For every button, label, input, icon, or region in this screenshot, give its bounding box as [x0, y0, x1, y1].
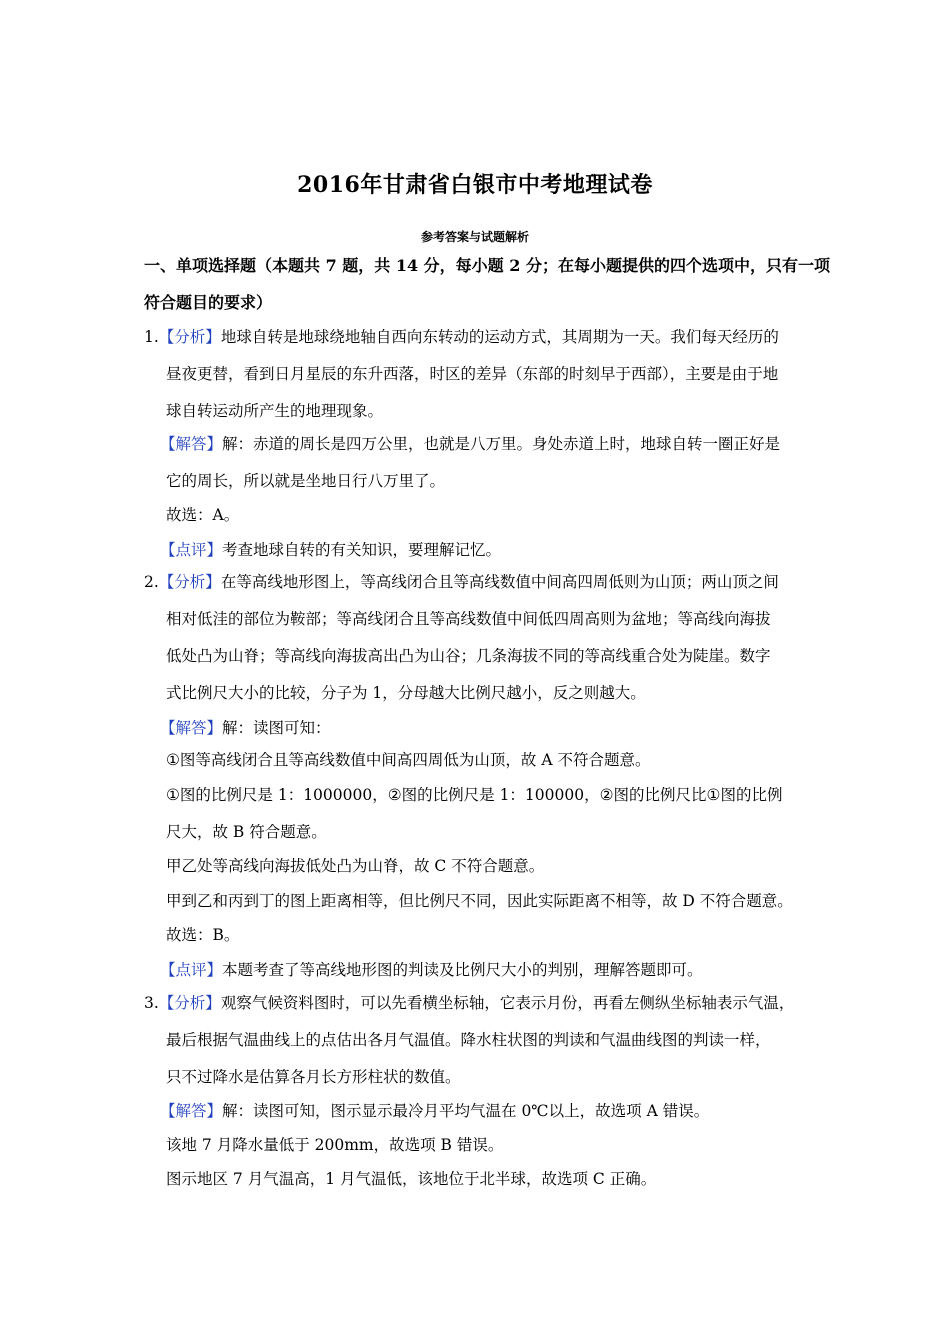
answer-tag: 【解答】: [160, 719, 223, 737]
circled-1-glyph: ①: [166, 786, 180, 804]
section-heading-line-2: 符合题目的要求）: [144, 293, 273, 312]
analysis-tag: 【分析】: [158, 994, 221, 1012]
q2-option-b-text-3: 图的比例尺比: [613, 786, 707, 804]
q2-choice: 故选：B。: [166, 926, 240, 944]
q2-comment-line: [160, 960, 703, 980]
q1-answer-line-2: 它的周长，所以就是坐地日行八万里了。: [166, 472, 446, 490]
q1-answer-text-1: 解：赤道的周长是四万公里，也就是八万里。身处赤道上时，地球自转一圈正好是: [222, 435, 781, 453]
q1-number: 1.: [144, 328, 159, 346]
document-title: 2016年甘肃省白银市中考地理试卷: [297, 172, 653, 198]
q1-choice: 故选：A。: [166, 506, 240, 524]
q2-analysis-line-2: 相对低洼的部位为鞍部；等高线闭合且等高线数值中间低四周高则为盆地；等高线向海拔: [166, 610, 771, 628]
q3-number: 3.: [144, 994, 159, 1012]
q3-answer-line-3: 图示地区 7 月气温高，1 月气温低，该地位于北半球，故选项 C 正确。: [166, 1170, 657, 1188]
answer-tag: 【解答】: [160, 435, 223, 453]
document-subtitle: 参考答案与试题解析: [420, 230, 529, 244]
q3-answer-text-1: 解：读图可知，图示显示最冷月平均气温在 0℃以上，故选项 A 错误。: [222, 1102, 710, 1120]
circled-1-glyph: ①: [166, 751, 180, 769]
q2-option-b-text-1: 图的比例尺是 1：1000000，: [179, 786, 388, 804]
circled-2-glyph: ②: [599, 786, 614, 804]
q2-answer-line-1: [160, 718, 331, 738]
circled-2-glyph: ②: [387, 786, 402, 804]
analysis-tag: 【分析】: [158, 573, 221, 591]
q2-analysis-line-4: 式比例尺大小的比较，分子为 1，分母越大比例尺越小，反之则越大。: [166, 684, 646, 702]
q2-option-a-line: [166, 750, 650, 770]
q1-analysis-text-1: 地球自转是地球绕地轴自西向东转动的运动方式，其周期为一天。我们每天经历的: [220, 328, 779, 346]
q2-analysis-line-3: 低处凸为山脊；等高线向海拔高出凸为山谷；几条海拔不同的等高线重合处为陡崖。数字: [166, 647, 771, 665]
q2-option-b-line-2: 尺大，故 B 符合题意。: [166, 823, 327, 841]
circled-1-glyph: ①: [706, 786, 721, 804]
q2-option-b-text-2: 图的比例尺是 1：100000，: [401, 786, 600, 804]
q3-analysis-line-1: [144, 993, 794, 1013]
q2-option-a-text: 图等高线闭合且等高线数值中间高四周低为山顶，故 A 不符合题意。: [179, 751, 651, 769]
analysis-tag: 【分析】: [158, 328, 221, 346]
q1-comment-line: [160, 540, 501, 560]
q2-option-b-line: [166, 785, 782, 805]
q2-analysis-text-1: 在等高线地形图上，等高线闭合且等高线数值中间高四周低则为山顶；两山顶之间: [220, 573, 779, 591]
comment-tag: 【点评】: [160, 961, 223, 979]
comment-tag: 【点评】: [160, 541, 223, 559]
q2-answer-text-1: 解：读图可知：: [222, 719, 331, 737]
q2-option-d-line: 甲到乙和丙到丁的图上距离相等，但比例尺不同，因此实际距离不相等，故 D 不符合题意。: [166, 892, 793, 910]
q3-analysis-text-1: 观察气候资料图时，可以先看横坐标轴，它表示月份，再看左侧纵坐标轴表示气温，: [220, 994, 795, 1012]
q1-analysis-line-2: 昼夜更替，看到日月星辰的东升西落，时区的差异（东部的时刻早于西部），主要是由于地: [166, 365, 779, 383]
q2-comment-text: 本题考查了等高线地形图的判读及比例尺大小的判别，理解答题即可。: [222, 961, 703, 979]
q1-comment-text: 考查地球自转的有关知识，要理解记忆。: [222, 541, 502, 559]
q1-answer-line-1: [160, 434, 780, 454]
q2-analysis-line-1: [144, 572, 779, 592]
q3-analysis-line-3: 只不过降水是估算各月长方形柱状的数值。: [166, 1068, 461, 1086]
q1-analysis-line-3: 球自转运动所产生的地理现象。: [166, 402, 384, 420]
q2-number: 2.: [144, 573, 159, 591]
q3-answer-line-1: [160, 1101, 709, 1121]
section-heading-line-1: 一、单项选择题（本题共 7 题，共 14 分，每小题 2 分；在每小题提供的四个选项中，只有一项: [144, 256, 830, 275]
q2-option-b-text-4: 图的比例: [720, 786, 783, 804]
q1-analysis-line-1: [144, 327, 779, 347]
answer-tag: 【解答】: [160, 1102, 223, 1120]
q2-option-c-line: 甲乙处等高线向海拔低处凸为山脊，故 C 不符合题意。: [166, 857, 545, 875]
q3-answer-line-2: 该地 7 月降水量低于 200mm，故选项 B 错误。: [166, 1136, 504, 1154]
q3-analysis-line-2: 最后根据气温曲线上的点估出各月气温值。降水柱状图的判读和气温曲线图的判读一样，: [166, 1031, 771, 1049]
